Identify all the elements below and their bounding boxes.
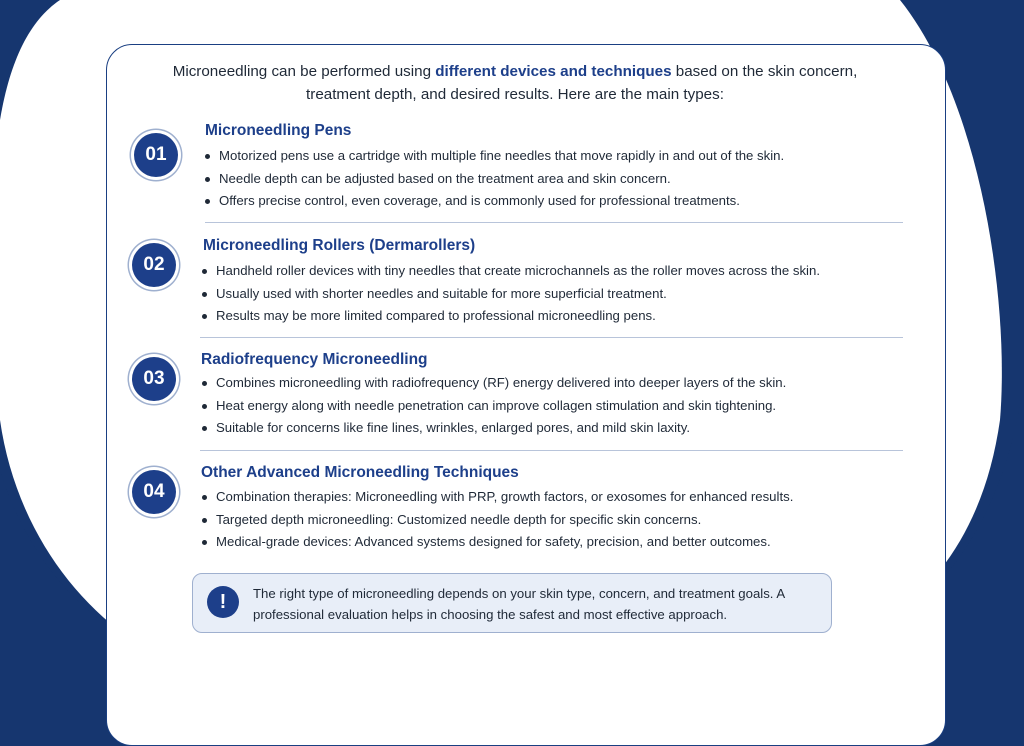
bullet-item: Combines microneedling with radiofrequency (RF) energy delivered into deeper layers of the skin. bbox=[200, 372, 786, 395]
bullet-item: Heat energy along with needle penetration can improve collagen stimulation and skin tightening. bbox=[200, 395, 786, 418]
section-title: Microneedling Rollers (Dermarollers) bbox=[203, 237, 476, 254]
exclamation-icon: ! bbox=[207, 586, 239, 618]
bullet-item: Motorized pens use a cartridge with multiple fine needles that move rapidly in and out of the skin. bbox=[203, 145, 784, 168]
bullet-item: Combination therapies: Microneedling with PRP, growth factors, or exosomes for enhanced results. bbox=[200, 486, 793, 509]
bullet-item: Needle depth can be adjusted based on the treatment area and skin concern. bbox=[203, 168, 784, 191]
number-badge: 03 bbox=[132, 357, 176, 401]
info-note bbox=[192, 573, 832, 633]
bullet-item: Medical-grade devices: Advanced systems designed for safety, precision, and better outcomes. bbox=[200, 531, 793, 554]
number-badge: 01 bbox=[134, 133, 178, 177]
bullet-item: Results may be more limited compared to professional microneedling pens. bbox=[200, 305, 820, 328]
section-divider bbox=[205, 222, 903, 223]
section-divider bbox=[200, 450, 903, 451]
bullet-item: Offers precise control, even coverage, and is commonly used for professional treatments. bbox=[203, 190, 784, 213]
intro-highlight: different devices and techniques bbox=[435, 63, 672, 80]
bullet-item: Handheld roller devices with tiny needles that create microchannels as the roller moves across the skin. bbox=[200, 260, 820, 283]
section-title: Radiofrequency Microneedling bbox=[201, 351, 428, 368]
section-divider bbox=[200, 337, 903, 338]
section-title: Other Advanced Microneedling Techniques bbox=[201, 464, 519, 481]
section-title: Microneedling Pens bbox=[205, 122, 352, 139]
number-badge: 02 bbox=[132, 243, 176, 287]
note-text: The right type of microneedling depends on your skin type, concern, and treatment goals. A professional evaluation helps in choosing the safest and most effective approach. bbox=[253, 586, 785, 622]
intro-paragraph: Microneedling can be performed using different devices and techniques based on the skin concern, treatment depth, and desired results. Here are the main types: bbox=[172, 63, 858, 103]
bullet-item: Targeted depth microneedling: Customized needle depth for specific skin concerns. bbox=[200, 509, 793, 532]
bullet-item: Usually used with shorter needles and suitable for more superficial treatment. bbox=[200, 283, 820, 306]
number-badge: 04 bbox=[132, 470, 176, 514]
bullet-item: Suitable for concerns like fine lines, wrinkles, enlarged pores, and mild skin laxity. bbox=[200, 417, 786, 440]
